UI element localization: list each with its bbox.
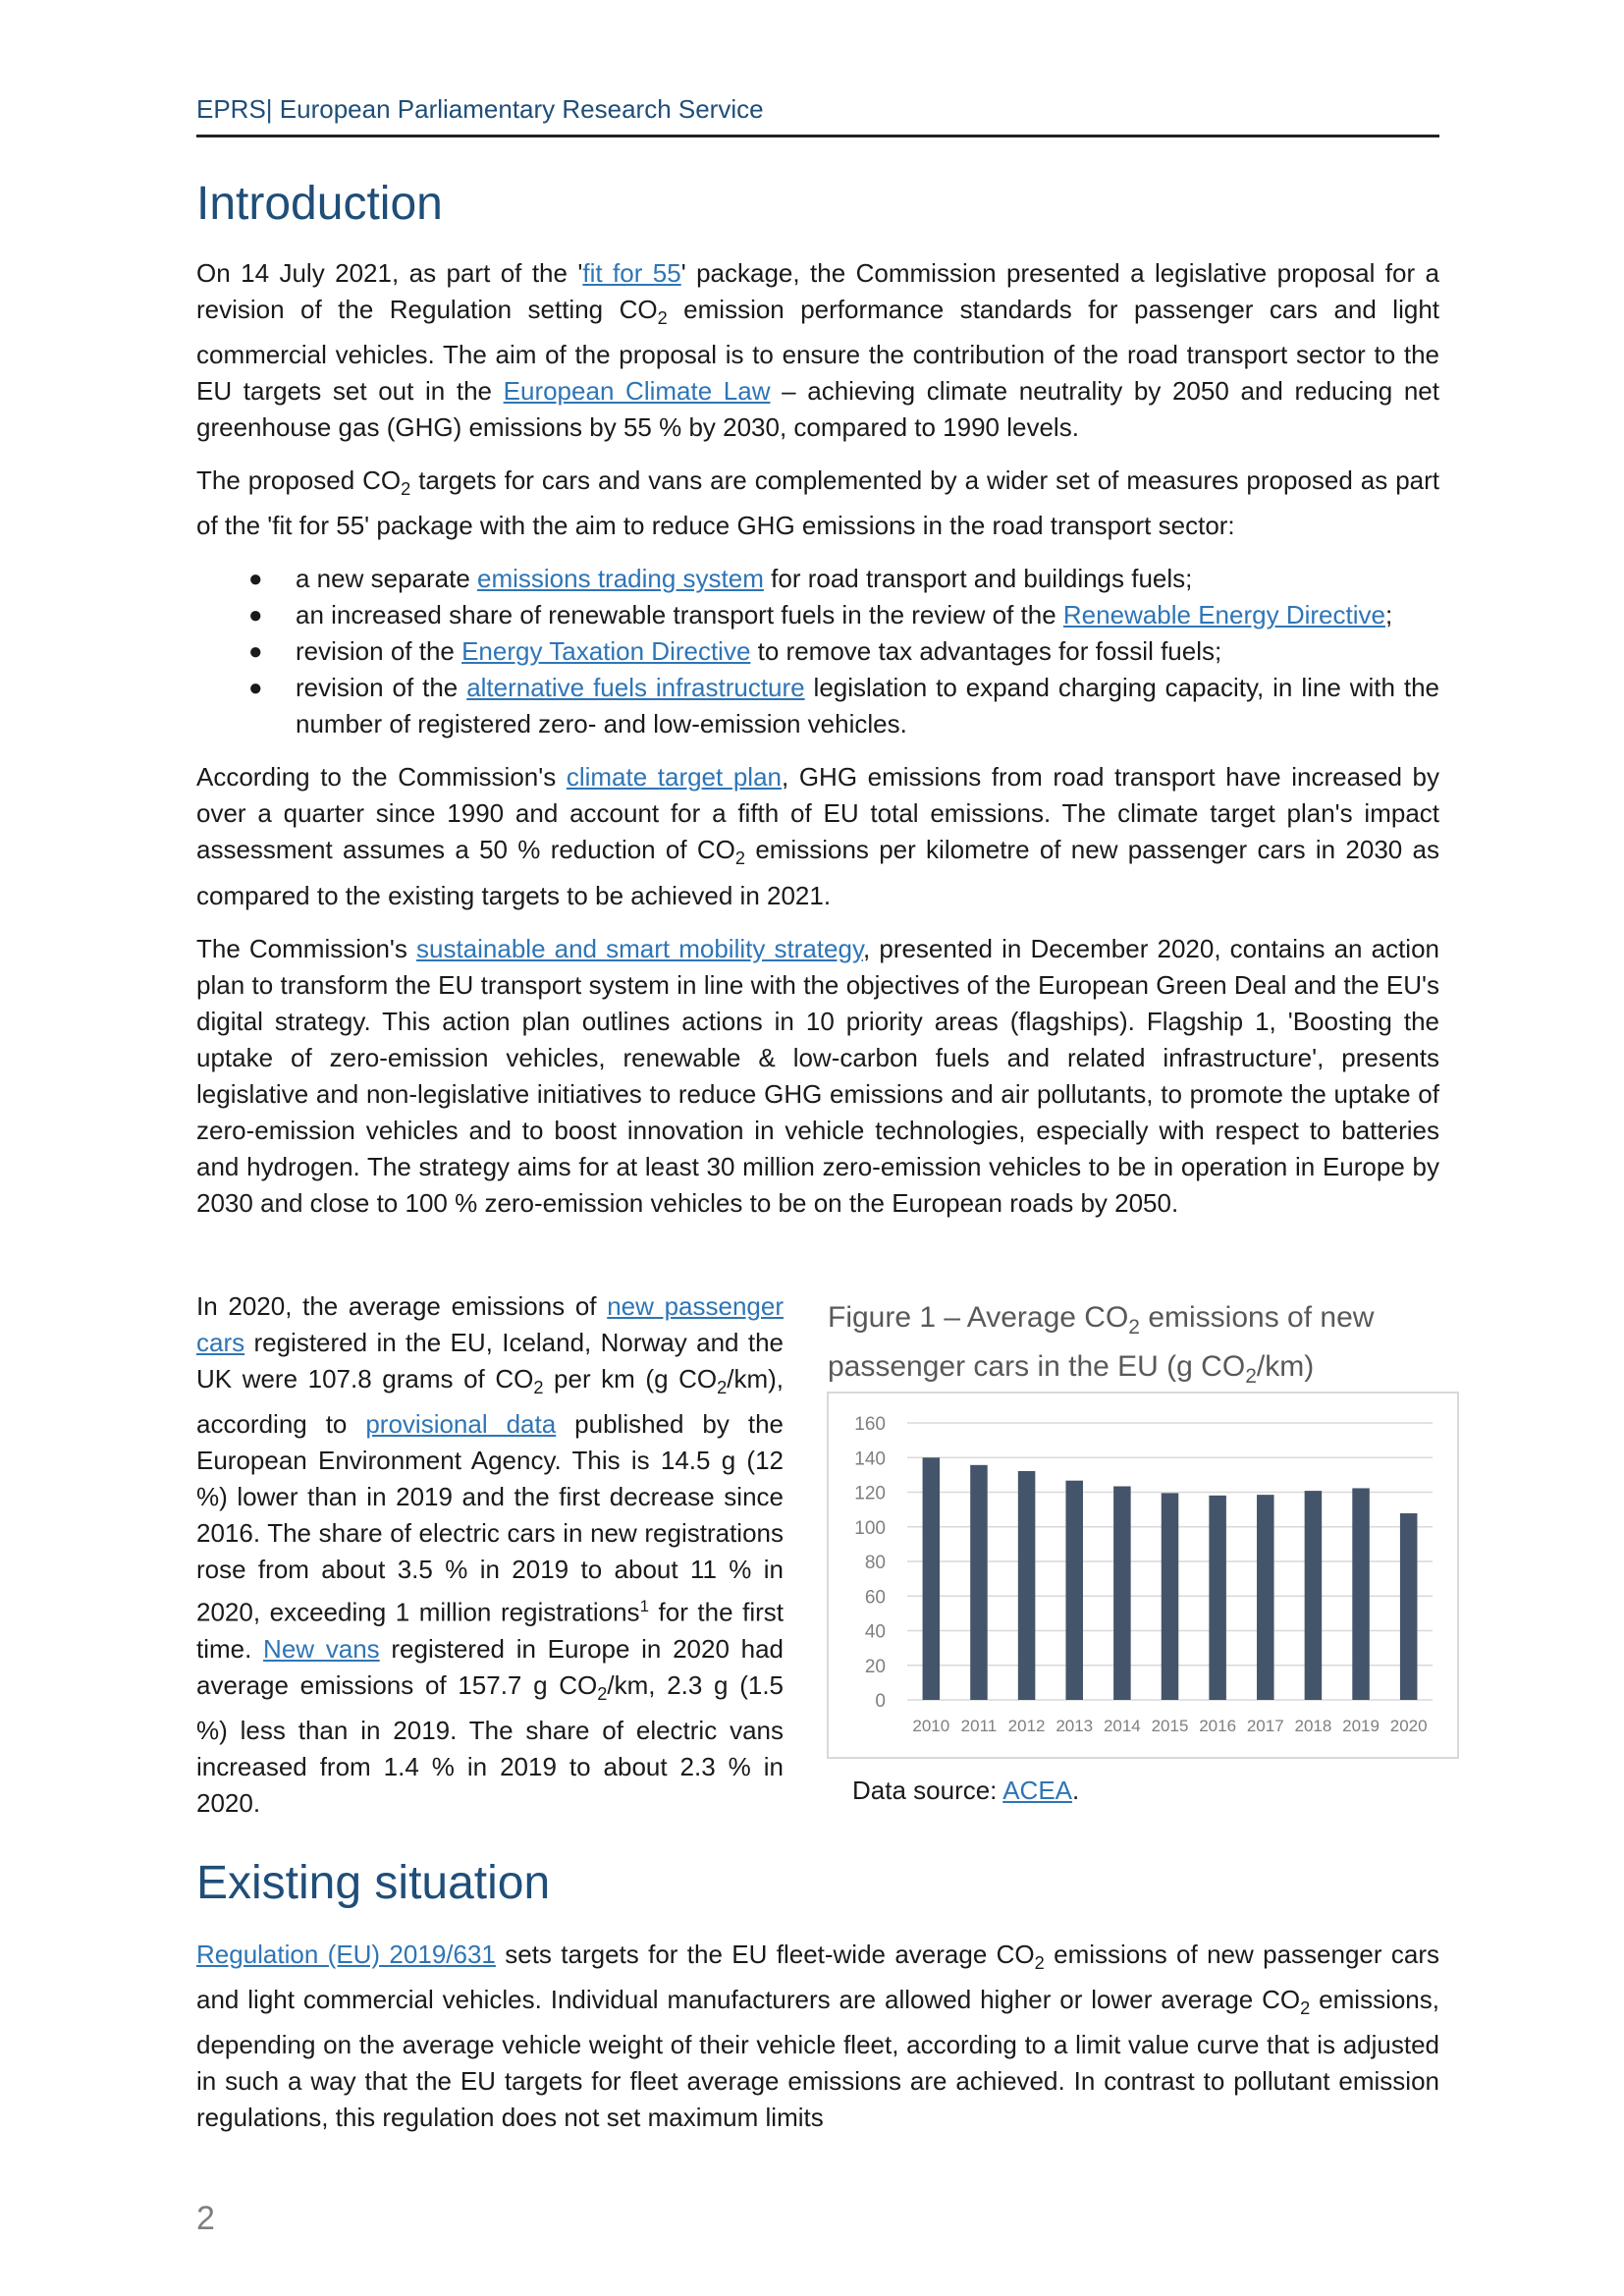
footnote-ref[interactable]: 1 (639, 1597, 649, 1616)
link-emissions-trading-system[interactable]: emissions trading system (477, 564, 764, 594)
intro-paragraph-4: The Commission's sustainable and smart mobility strategy, presented in December 2020, contains an action plan to transform the EU transport system in line with the objectives of the European Green Deal and the EU's digital strategy. This action plan outlines actions in 10 priority areas (flagships). Flagship 1, 'Boosting the uptake of zero-emission vehicles, renewable & low-carbon fuels and related infrastructure', presents legislative and non-legislative initiatives to reduce GHG emissions and air pollutants, to promote the uptake of zero-emission vehicles and to boost innovation in vehicle technologies, especially with respect to batteries and hydrogen. The strategy aims for at least 30 million zero-emission vehicles to be in operation in Europe by 2030 and close to 100 % zero-emission vehicles to be on the European roads by 2050. (196, 933, 1439, 1218)
data-source: Data source: ACEA. (852, 1776, 1080, 1805)
link-climate-target-plan[interactable]: climate target plan (566, 762, 782, 793)
x-tick-label: 2017 (1246, 1717, 1284, 1735)
intro-paragraph-3: According to the Commission's climate target plan, GHG emissions from road transport have increased by over a quarter since 1990 and account for a fifth of EU total emissions. The climate target plan's impact assessment assumes a 50 % reduction of $CO_2$ emissions per kilometre of new passenger cars in 2030 as compared to the existing targets to be achieved in 2021. (196, 762, 1439, 910)
y-tick-label: 100 (854, 1517, 886, 1539)
x-tick-label: 2016 (1199, 1717, 1237, 1735)
page-number: 2 (196, 2200, 215, 2237)
link-energy-taxation-directive[interactable]: Energy Taxation Directive (461, 636, 751, 667)
link-new-vans[interactable]: New vans (263, 1633, 380, 1664)
link-renewable-energy-directive[interactable]: Renewable Energy Directive (1062, 600, 1385, 630)
link-regulation-2019-631[interactable]: Regulation (EU) 2019/631 (196, 1940, 496, 1969)
y-tick-label: 60 (864, 1587, 886, 1609)
bullet-icon: ● (248, 566, 263, 593)
bar-2011 (970, 1465, 988, 1700)
bar-2020 (1400, 1513, 1418, 1700)
bar-2018 (1305, 1491, 1323, 1700)
x-tick-label: 2012 (1007, 1717, 1046, 1735)
bar-2015 (1162, 1493, 1179, 1700)
section-title-existing-situation: Existing situation (196, 1857, 551, 1909)
section-title-introduction: Introduction (196, 178, 443, 230)
link-fit-for-55[interactable]: fit for 55 (582, 258, 681, 288)
measures-list (196, 561, 1439, 742)
list-item: ● an increased share of renewable transport fuels in the review of the Renewable Energy Directive; (296, 597, 1439, 633)
bullet-icon: ● (248, 638, 263, 666)
link-european-climate-law[interactable]: European Climate Law (503, 376, 771, 407)
y-tick-label: 40 (864, 1621, 886, 1643)
bar-2012 (1018, 1471, 1036, 1700)
bar-2014 (1113, 1487, 1131, 1700)
link-alternative-fuels-infrastructure[interactable]: alternative fuels infrastructure (466, 673, 805, 703)
intro-paragraph-5: In 2020, the average emissions of new passenger cars registered in the EU, Iceland, Norway and the UK were 107.8 grams of $CO_2$ per km (g $CO_2/km$), according to provisional data published by the European Environment Agency. This is 14.5 g (12 %) lower than in 2019 and the first decrease since 2016. The share of electric cars in new registrations rose from about 3.5 % in 2019 to about 11 % in 2020, exceeding 1 million registrations$^1$ for the first time. New vans registered in Europe in 2020 had average emissions of 157.7 g $CO_2/km$, 2.3 g (1.5 %) less than in 2019. The share of electric vans increased from 1.4 % in 2019 to about 2.3 % in 2020. (196, 1291, 785, 1819)
link-provisional-data[interactable]: provisional data (365, 1409, 557, 1440)
y-tick-label: 120 (854, 1483, 886, 1504)
figure-caption: Figure 1 – Average $CO_2$ emissions of new passenger cars in the EU (g $CO_2/km$) (828, 1301, 1375, 1388)
list-item: ● revision of the Energy Taxation Directive to remove tax advantages for fossil fuels; (296, 633, 1439, 670)
x-tick-label: 2018 (1294, 1717, 1332, 1735)
bar-2016 (1209, 1496, 1226, 1700)
link-new-passenger-cars[interactable]: new passenger cars (196, 1291, 784, 1357)
bar-2010 (923, 1457, 941, 1700)
bar-2017 (1257, 1495, 1274, 1700)
x-tick-label: 2011 (960, 1717, 998, 1735)
existing-body (196, 1937, 1439, 2153)
existing-paragraph-1: Regulation (EU) 2019/631 sets targets for the EU fleet-wide average $CO_2$ emissions of new passenger cars and light commercial vehicles. Individual manufacturers are allowed higher or lower average $CO_2$ emissions, depending on the average vehicle weight of their vehicle fleet, according to a limit value curve that is adjusted in such a way that the EU targets for fleet average emissions are achieved. In contrast to pollutant emission regulations, this regulation does not set maximum limits (196, 1940, 1440, 2133)
running-header: EPRS| European Parliamentary Research Service (196, 94, 1439, 137)
chart-svg (829, 1394, 1457, 1757)
x-tick-label: 2014 (1103, 1717, 1141, 1735)
y-tick-label: 20 (864, 1656, 886, 1677)
bar-2019 (1352, 1488, 1370, 1700)
x-tick-label: 2020 (1389, 1717, 1428, 1735)
y-tick-label: 0 (875, 1691, 886, 1712)
co2-emissions-chart (827, 1392, 1459, 1759)
y-tick-label: 80 (864, 1553, 886, 1573)
link-acea[interactable]: ACEA (1002, 1776, 1073, 1805)
intro-paragraph-1: On 14 July 2021, as part of the 'fit for 55' package, the Commission presented a legislative proposal for a revision of the Regulation setting $CO_2$ emission performance standards for passenger cars and light commercial vehicles. The aim of the proposal is to ensure the contribution of the road transport sector to the EU targets set out in the European Climate Law – achieving climate neutrality by 2050 and reducing net greenhouse gas (GHG) emissions by 55 % by 2030, compared to 1990 levels. (196, 258, 1440, 443)
bullet-icon: ● (248, 602, 263, 629)
y-tick-label: 160 (854, 1414, 886, 1435)
bullet-icon: ● (248, 675, 263, 702)
x-tick-label: 2013 (1056, 1717, 1094, 1735)
intro-body (196, 255, 1439, 1238)
x-tick-label: 2010 (912, 1717, 950, 1735)
list-item: ● a new separate emissions trading system for road transport and buildings fuels; (296, 561, 1439, 597)
x-tick-label: 2019 (1342, 1717, 1380, 1735)
bar-2013 (1065, 1481, 1083, 1700)
link-mobility-strategy[interactable]: sustainable and smart mobility strategy (416, 933, 864, 963)
intro-paragraph-2: The proposed $CO_2$ targets for cars and vans are complemented by a wider set of measures proposed as part of the 'fit for 55' package with the aim to reduce GHG emissions in the road transport sector: (196, 465, 1439, 541)
x-tick-label: 2015 (1151, 1717, 1189, 1735)
list-item: ● revision of the alternative fuels infrastructure legislation to expand charging capacity, in line with the number of registered zero- and low-emission vehicles. (296, 670, 1439, 742)
y-tick-label: 140 (854, 1449, 886, 1470)
